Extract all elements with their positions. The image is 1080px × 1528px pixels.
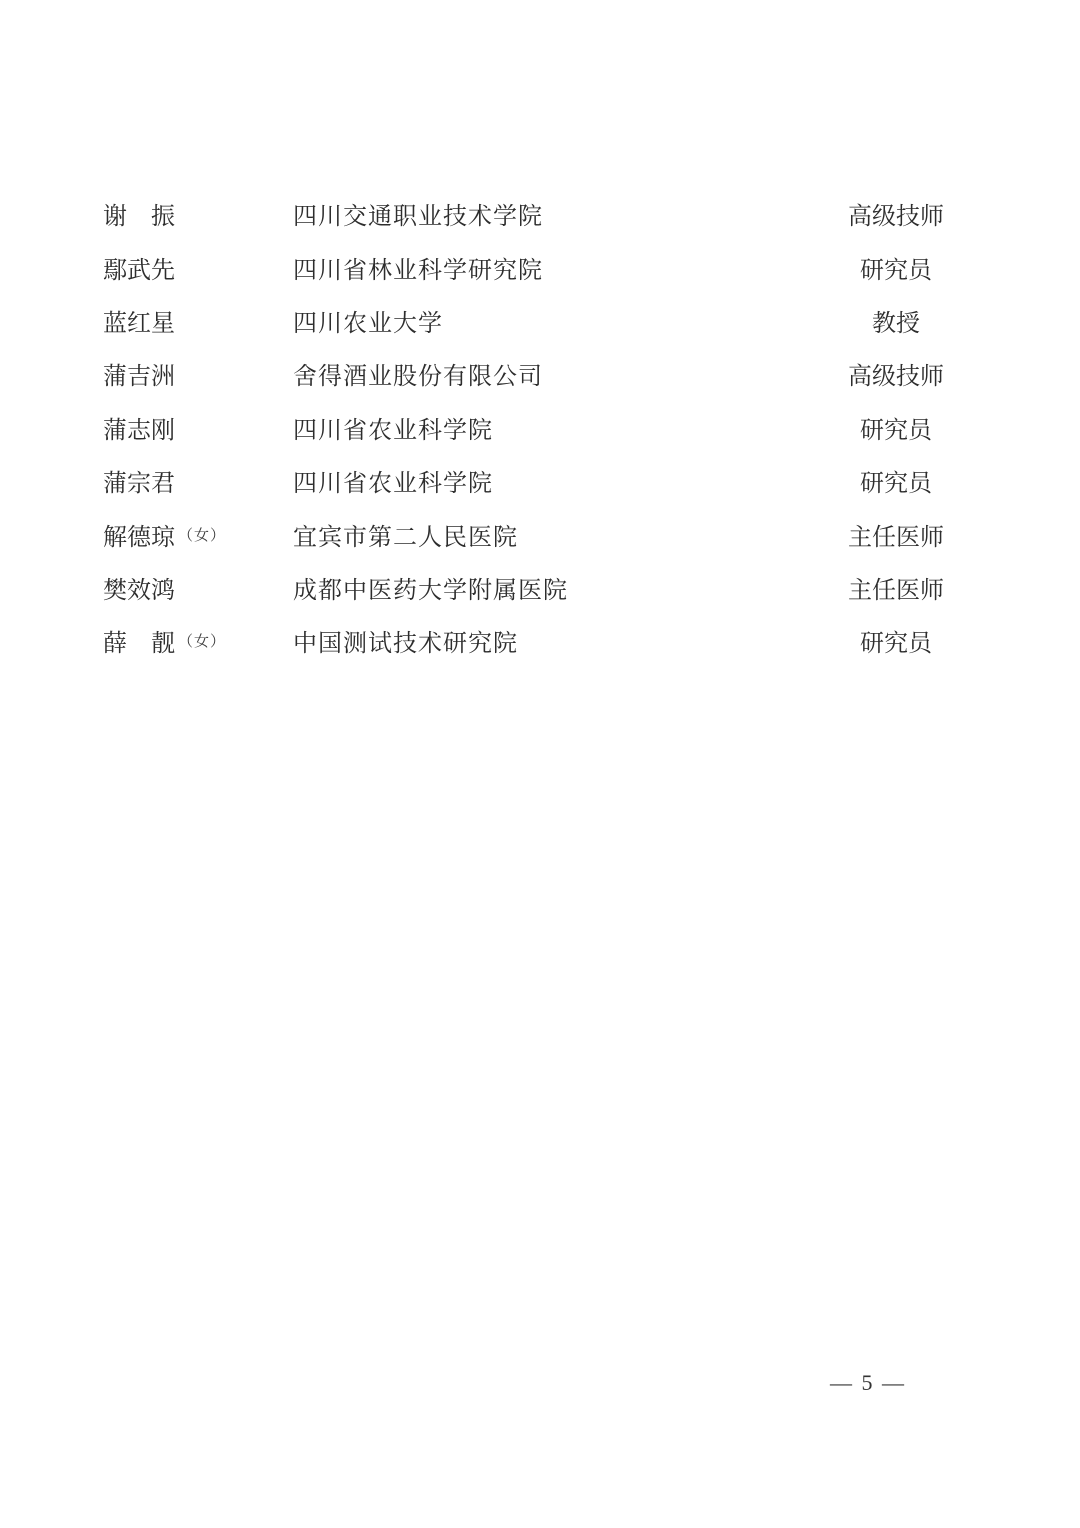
institution: 四川省农业科学院: [293, 471, 493, 498]
person-name: 谢 振: [103, 204, 175, 231]
recipient-list: [103, 187, 1016, 668]
list-item: [103, 347, 1016, 400]
professional-title: 高级技师: [848, 204, 944, 231]
person-name-cell: [103, 196, 293, 231]
list-item: [103, 561, 1016, 614]
professional-title: 研究员: [860, 471, 932, 498]
institution: 四川农业大学: [293, 310, 443, 337]
person-name: 樊效鸿: [103, 577, 175, 604]
professional-title: 教授: [872, 310, 920, 337]
person-name-cell: [103, 623, 293, 658]
list-item: [103, 507, 1016, 560]
list-item: [103, 401, 1016, 454]
list-item: [103, 187, 1016, 240]
person-name-cell: [103, 356, 293, 391]
list-item: [103, 614, 1016, 667]
professional-title: 研究员: [860, 417, 932, 444]
institution: 成都中医药大学附属医院: [293, 577, 568, 604]
page-number: — 5 —: [830, 1370, 906, 1395]
list-item: [103, 294, 1016, 347]
institution: 四川省林业科学研究院: [293, 257, 543, 284]
list-item: [103, 240, 1016, 293]
institution: 四川省农业科学院: [293, 417, 493, 444]
person-name-cell: [103, 463, 293, 498]
person-name-cell: [103, 250, 293, 285]
institution: 舍得酒业股份有限公司: [293, 364, 543, 391]
professional-title: 主任医师: [848, 524, 944, 551]
person-name: 解德琼: [103, 524, 175, 551]
professional-title: 主任医师: [848, 577, 944, 604]
person-name-cell: [103, 410, 293, 445]
person-name: 薛 靓: [103, 631, 175, 658]
person-name-cell: [103, 517, 293, 552]
professional-title: 研究员: [860, 631, 932, 658]
person-name-cell: [103, 570, 293, 605]
gender-marker: （女）: [178, 527, 227, 544]
professional-title: 研究员: [860, 257, 932, 284]
professional-title: 高级技师: [848, 364, 944, 391]
person-name: 蒲吉洲: [103, 364, 175, 391]
person-name-cell: [103, 303, 293, 338]
person-name: 蓝红星: [103, 310, 175, 337]
person-name: 蒲志刚: [103, 417, 175, 444]
list-item: [103, 454, 1016, 507]
person-name: 蒲宗君: [103, 471, 175, 498]
institution: 中国测试技术研究院: [293, 631, 518, 658]
person-name: 鄢武先: [103, 257, 175, 284]
gender-marker: （女）: [178, 634, 227, 651]
institution: 四川交通职业技术学院: [293, 204, 543, 231]
institution: 宜宾市第二人民医院: [293, 524, 518, 551]
